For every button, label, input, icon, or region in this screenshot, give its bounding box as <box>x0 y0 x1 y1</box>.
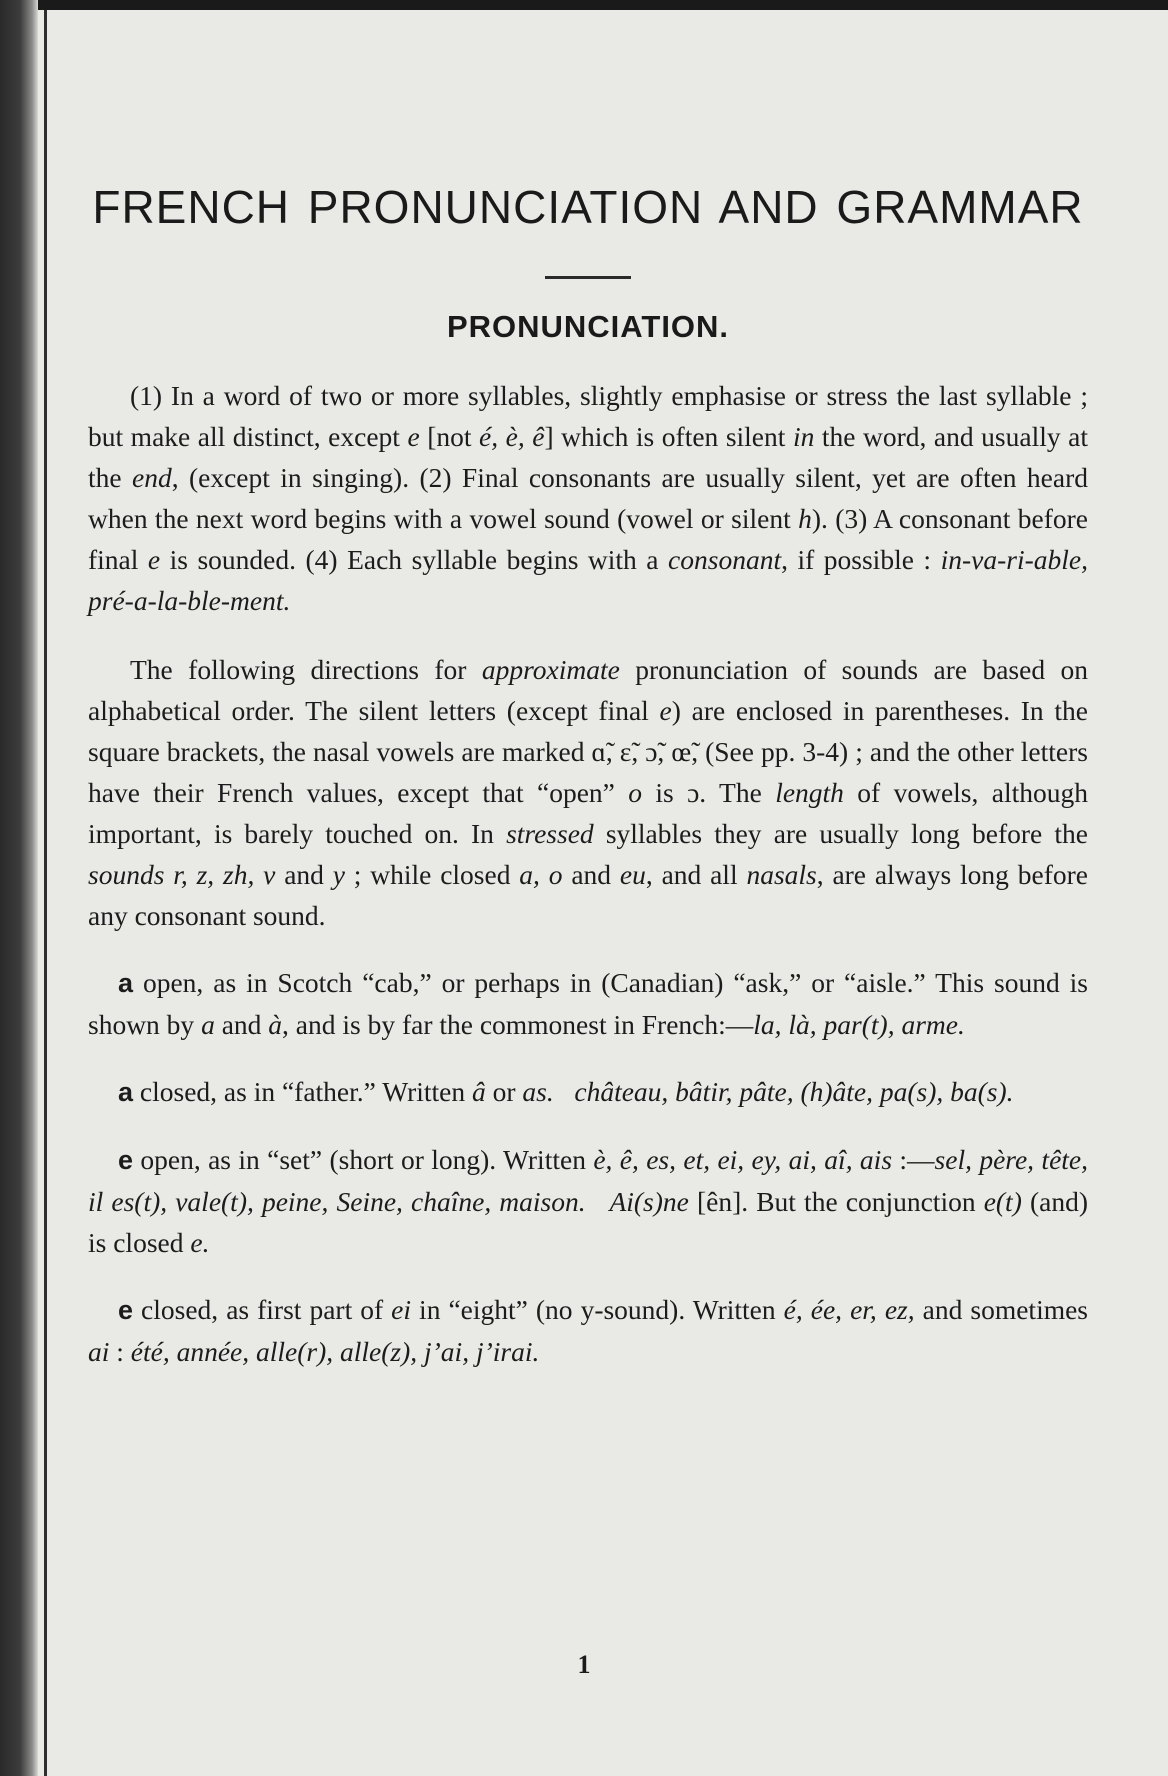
paragraph-rules: (1) In a word of two or more syllables, slightly emphasise or stress the last syllable ; but make all distinct, except e [not é, è, ê] which is often silent in the word, and usually at the end, (except in singing). (2) Final consonants are usually silent, yet are often heard when the next word begins with a vowel sound (vowel or silent h). (3) A consonant before final e is sounded. (4) Each syllable begins with a consonant, if possible : in-va-ri-able, pré-a-la-ble-ment. <box>88 380 1088 616</box>
entry-text: closed, as in “father.” Written â or as. château, bâtir, pâte, (h)âte, pa(s), ba(s). <box>133 1076 1014 1107</box>
book-spine-shadow <box>0 0 38 1776</box>
entry-text: closed, as first part of ei in “eight” (no y-sound). Written é, ée, er, ez, and sometimes ai : été, année, alle(r), alle(z), j’ai, j’irai. <box>88 1294 1089 1367</box>
entry-e-open <box>88 1139 1088 1263</box>
entry-a-closed <box>88 1071 1088 1113</box>
entry-key: e <box>118 1295 134 1325</box>
entry-text: open, as in “set” (short or long). Written è, ê, es, et, ei, ey, ai, aî, ais :—sel, père, tête, il es(t), vale(t), peine, Seine, chaîne, maison. Ai(s)ne [ên]. But the conjunction e(t) (and) is closed e. <box>88 1144 1088 1258</box>
gutter-line <box>44 10 47 1776</box>
paragraph-directions: The following directions for approximate pronunciation of sounds are based on alphabetical order. The silent letters (except final e) are enclosed in parentheses. In the square brackets, the nasal vowels are marked ɑ̃, ɛ̃, ɔ̃, œ̃, (See pp. 3-4) ; and the other letters have their French values, except that “open” o is ɔ. The length of vowels, although important, is barely touched on. In stressed syllables they are usually long before the sounds r, z, zh, v and y ; while closed a, o and eu, and all nasals, are always long before any consonant sound. <box>88 654 1089 931</box>
page-content <box>88 180 1088 1372</box>
entry-key: e <box>118 1145 134 1175</box>
entry-e-closed <box>88 1289 1088 1372</box>
page-number: 1 <box>577 1650 591 1679</box>
entry-key: a <box>118 968 134 998</box>
top-edge-shadow <box>0 0 1168 10</box>
title-rule <box>545 276 631 279</box>
section-heading: PRONUNCIATION. <box>446 309 730 344</box>
page-title: FRENCH PRONUNCIATION AND GRAMMAR <box>92 181 1084 233</box>
entry-key: a <box>118 1077 134 1107</box>
entry-text: open, as in Scotch “cab,” or perhaps in (Canadian) “ask,” or “aisle.” This sound is shown by a and à, and is by far the commonest in French:—la, là, par(t), arme. <box>88 967 1088 1040</box>
entry-a-open <box>88 962 1088 1045</box>
